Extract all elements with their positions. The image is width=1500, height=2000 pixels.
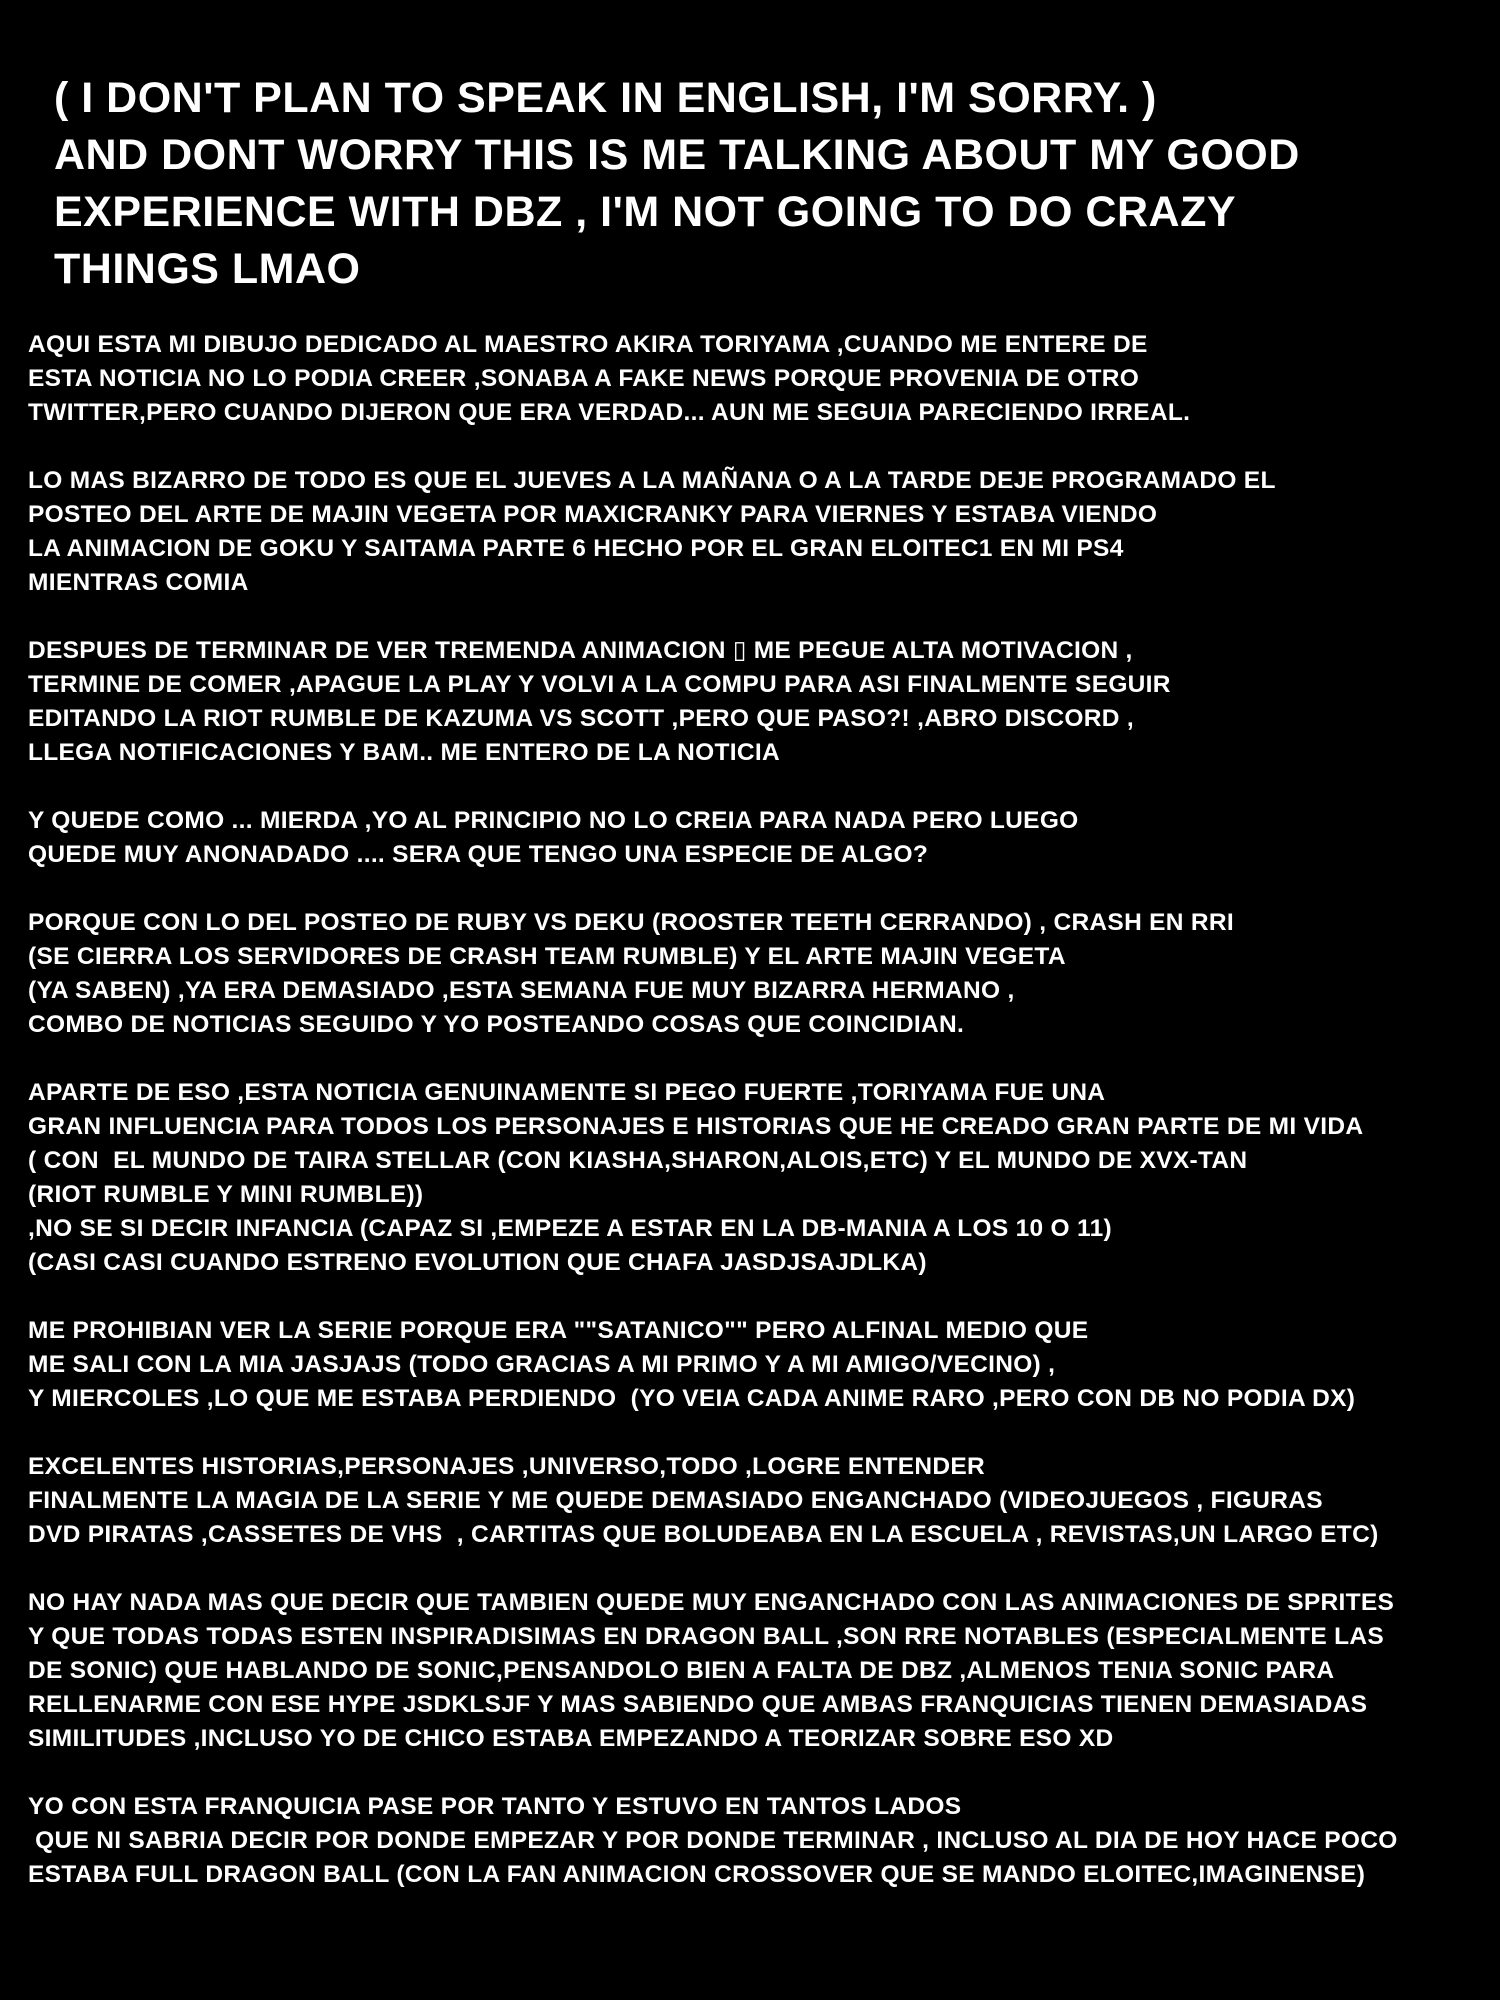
text-line: EDITANDO LA RIOT RUMBLE DE KAZUMA VS SCOTT ,PERO QUE PASO?! ,ABRO DISCORD , [28,705,1134,732]
text-line: LA ANIMACION DE GOKU Y SAITAMA PARTE 6 HECHO POR EL GRAN ELOITEC1 EN MI PS4 [28,535,1124,562]
text-line: TWITTER,PERO CUANDO DIJERON QUE ERA VERDAD... AUN ME SEGUIA PARECIENDO IRREAL. [28,399,1191,426]
text-line: SIMILITUDES ,INCLUSO YO DE CHICO ESTABA EMPEZANDO A TEORIZAR SOBRE ESO XD [28,1725,1114,1752]
paragraph [28,328,1490,430]
text-line: FINALMENTE LA MAGIA DE LA SERIE Y ME QUEDE DEMASIADO ENGANCHADO (VIDEOJUEGOS , FIGURAS [28,1487,1323,1514]
text-line: RELLENARME CON ESE HYPE JSDKLSJF Y MAS SABIENDO QUE AMBAS FRANQUICIAS TIENEN DEMASIADAS [28,1691,1368,1718]
text-line: AQUI ESTA MI DIBUJO DEDICADO AL MAESTRO AKIRA TORIYAMA ,CUANDO ME ENTERE DE [28,331,1148,358]
paragraph [28,464,1490,600]
paragraph [28,804,1490,872]
text-line: ( CON EL MUNDO DE TAIRA STELLAR (CON KIASHA,SHARON,ALOIS,ETC) Y EL MUNDO DE XVX-TAN [28,1147,1248,1174]
paragraph [28,1076,1490,1280]
text-line: (RIOT RUMBLE Y MINI RUMBLE)) [28,1181,424,1208]
text-line: GRAN INFLUENCIA PARA TODOS LOS PERSONAJES E HISTORIAS QUE HE CREADO GRAN PARTE DE MI VIDA [28,1113,1364,1140]
text-line: (SE CIERRA LOS SERVIDORES DE CRASH TEAM RUMBLE) Y EL ARTE MAJIN VEGETA [28,943,1066,970]
text-line: Y MIERCOLES ,LO QUE ME ESTABA PERDIENDO (YO VEIA CADA ANIME RARO ,PERO CON DB NO PODIA DX) [28,1385,1356,1412]
paragraph [28,1790,1490,1892]
paragraph [28,1586,1490,1756]
header-note [54,70,1474,298]
header-line: THINGS LMAO [54,245,361,293]
text-line: ESTABA FULL DRAGON BALL (CON LA FAN ANIMACION CROSSOVER QUE SE MANDO ELOITEC,IMAGINENSE) [28,1861,1366,1888]
text-line: (CASI CASI CUANDO ESTRENO EVOLUTION QUE CHAFA JASDJSAJDLKA) [28,1249,927,1276]
text-line: YO CON ESTA FRANQUICIA PASE POR TANTO Y ESTUVO EN TANTOS LADOS [28,1793,962,1820]
text-line: QUE NI SABRIA DECIR POR DONDE EMPEZAR Y POR DONDE TERMINAR , INCLUSO AL DIA DE HOY HACE POCO [28,1827,1398,1854]
header-line: AND DONT WORRY THIS IS ME TALKING ABOUT MY GOOD [54,131,1300,179]
body-text [28,328,1490,1926]
text-line: COMBO DE NOTICIAS SEGUIDO Y YO POSTEANDO COSAS QUE COINCIDIAN. [28,1011,965,1038]
paragraph [28,634,1490,770]
text-line: Y QUEDE COMO ... MIERDA ,YO AL PRINCIPIO NO LO CREIA PARA NADA PERO LUEGO [28,807,1079,834]
text-line: POSTEO DEL ARTE DE MAJIN VEGETA POR MAXICRANKY PARA VIERNES Y ESTABA VIENDO [28,501,1158,528]
paragraph [28,906,1490,1042]
paragraph [28,1450,1490,1552]
text-line: DVD PIRATAS ,CASSETES DE VHS , CARTITAS QUE BOLUDEABA EN LA ESCUELA , REVISTAS,UN LARGO ETC) [28,1521,1379,1548]
text-line: LO MAS BIZARRO DE TODO ES QUE EL JUEVES A LA MAÑANA O A LA TARDE DEJE PROGRAMADO EL [28,467,1276,494]
text-line: EXCELENTES HISTORIAS,PERSONAJES ,UNIVERSO,TODO ,LOGRE ENTENDER [28,1453,986,1480]
text-line: Y QUE TODAS TODAS ESTEN INSPIRADISIMAS EN DRAGON BALL ,SON RRE NOTABLES (ESPECIALMENTE LAS [28,1623,1385,1650]
text-line: ESTA NOTICIA NO LO PODIA CREER ,SONABA A FAKE NEWS PORQUE PROVENIA DE OTRO [28,365,1140,392]
text-line: NO HAY NADA MAS QUE DECIR QUE TAMBIEN QUEDE MUY ENGANCHADO CON LAS ANIMACIONES DE SPRITES [28,1589,1395,1616]
text-line: TERMINE DE COMER ,APAGUE LA PLAY Y VOLVI A LA COMPU PARA ASI FINALMENTE SEGUIR [28,671,1171,698]
text-line: DESPUES DE TERMINAR DE VER TREMENDA ANIMACION ▯ ME PEGUE ALTA MOTIVACION , [28,637,1133,664]
text-line: PORQUE CON LO DEL POSTEO DE RUBY VS DEKU (ROOSTER TEETH CERRANDO) , CRASH EN RRI [28,909,1235,936]
text-line: (YA SABEN) ,YA ERA DEMASIADO ,ESTA SEMANA FUE MUY BIZARRA HERMANO , [28,977,1015,1004]
header-line: ( I DON'T PLAN TO SPEAK IN ENGLISH, I'M SORRY. ) [54,74,1157,122]
text-line: QUEDE MUY ANONADADO .... SERA QUE TENGO UNA ESPECIE DE ALGO? [28,841,929,868]
paragraph [28,1314,1490,1416]
text-line: APARTE DE ESO ,ESTA NOTICIA GENUINAMENTE SI PEGO FUERTE ,TORIYAMA FUE UNA [28,1079,1106,1106]
text-line: ME SALI CON LA MIA JASJAJS (TODO GRACIAS A MI PRIMO Y A MI AMIGO/VECINO) , [28,1351,1056,1378]
text-line: DE SONIC) QUE HABLANDO DE SONIC,PENSANDOLO BIEN A FALTA DE DBZ ,ALMENOS TENIA SONIC PARA [28,1657,1335,1684]
text-line: LLEGA NOTIFICACIONES Y BAM.. ME ENTERO DE LA NOTICIA [28,739,780,766]
text-line: ,NO SE SI DECIR INFANCIA (CAPAZ SI ,EMPEZE A ESTAR EN LA DB-MANIA A LOS 10 O 11) [28,1215,1112,1242]
text-line: MIENTRAS COMIA [28,569,249,596]
text-line: ME PROHIBIAN VER LA SERIE PORQUE ERA ""SATANICO"" PERO ALFINAL MEDIO QUE [28,1317,1089,1344]
header-line: EXPERIENCE WITH DBZ , I'M NOT GOING TO DO CRAZY [54,188,1237,236]
